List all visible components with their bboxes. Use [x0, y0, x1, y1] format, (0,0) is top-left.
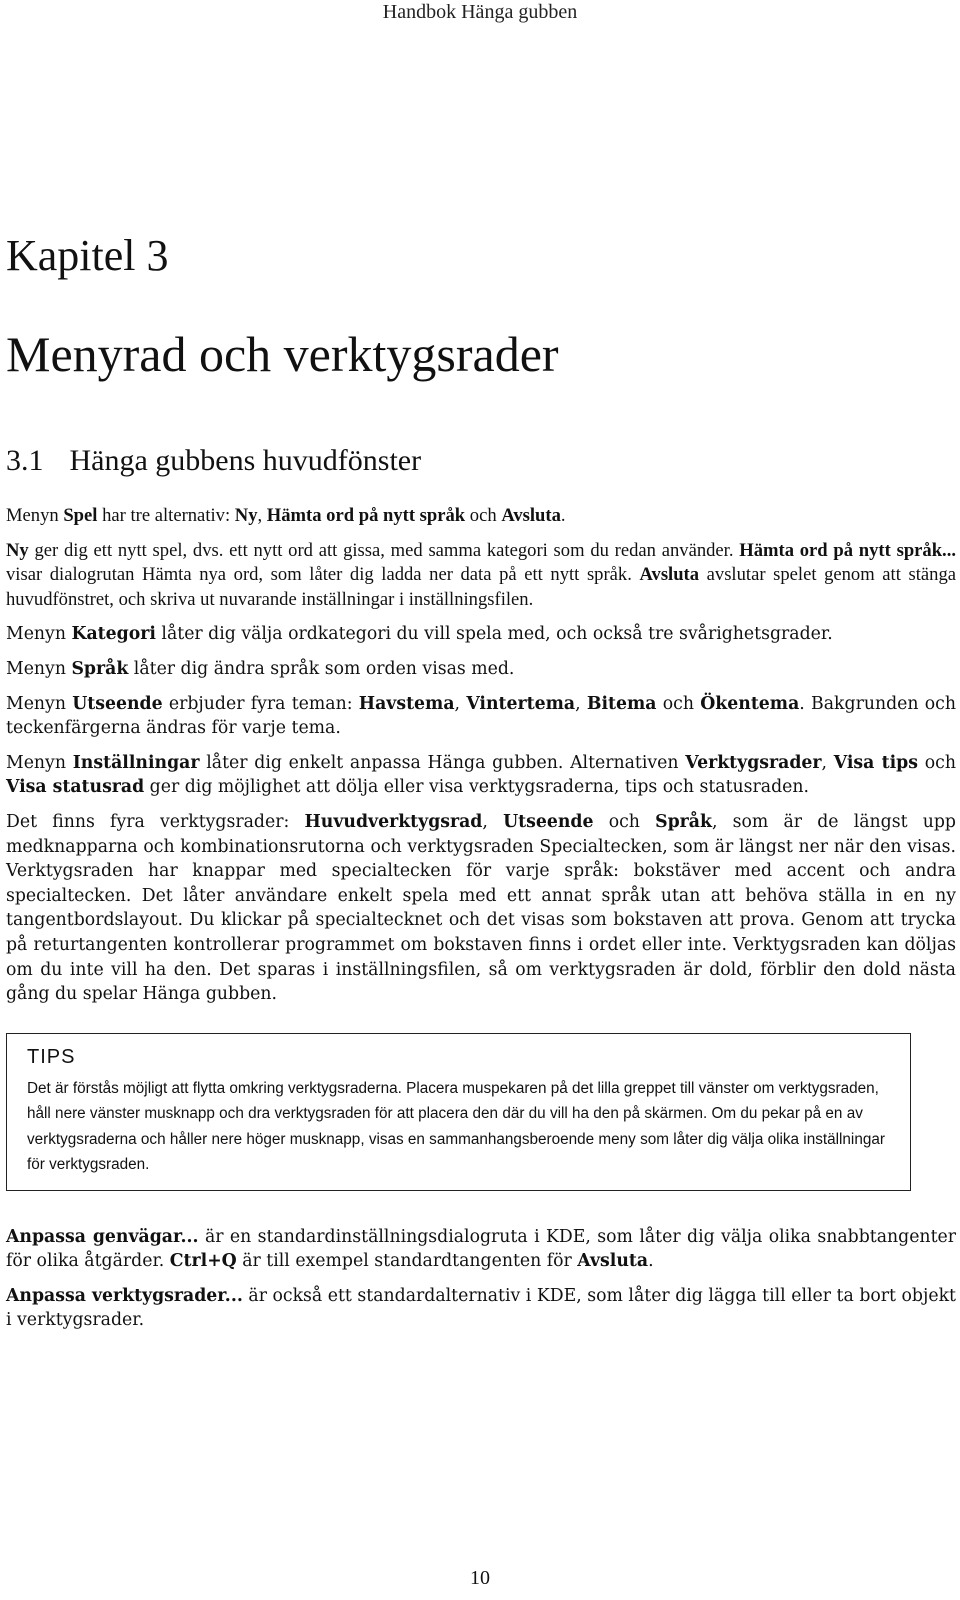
paragraph-verktygsrader: [6, 810, 956, 1007]
menu-term: Avsluta: [577, 1251, 649, 1272]
text-run: ,: [454, 693, 467, 714]
paragraph-installningar-menu: [6, 751, 956, 800]
text-run: Menyn: [6, 505, 64, 526]
page-content: [6, 230, 956, 1343]
text-run: är till exempel standardtangenten för: [236, 1251, 578, 1272]
text-run: ,: [257, 505, 267, 526]
tips-box: [6, 1033, 911, 1191]
text-run: Det finns fyra verktygsrader:: [6, 811, 305, 832]
text-run: Menyn: [6, 658, 72, 679]
text-run: ,: [482, 811, 504, 832]
menu-term: Visa statusrad: [6, 777, 145, 798]
menu-term: Språk: [71, 658, 129, 679]
menu-term: Hämta ord på nytt språk: [266, 505, 466, 526]
text-run: ,: [821, 752, 834, 773]
text-run: låter dig enkelt anpassa Hänga gubben. Alternativen: [199, 752, 686, 773]
menu-term: Spel: [63, 505, 98, 526]
menu-term: Visa tips: [833, 752, 918, 773]
page-number: 10: [470, 1567, 490, 1589]
chapter-label: Kapitel 3: [6, 231, 169, 280]
text-run: ger dig möjlighet att dölja eller visa verktygsraderna, tips och statusraden.: [144, 777, 810, 798]
text-run: och: [917, 752, 956, 773]
text-run: och: [593, 811, 656, 832]
text-run: , som är de längst upp medknapparna och kombinationsrutorna och verktygsraden Specialtecken, som är längst ner när den visas. Verktygsraden har knappar med specialtecken för varje språk: bokstäver med accent och andra specialtecken. Det låter användare enkelt spela med ett annat språk utan att behöva ställa in en ny tangentbordslayout. Du klickar på specialtecknet och det visas som bokstaven att prova. Genom att trycka på returtangenten kontrollerar programmet om bokstaven finns i ordet eller inte. Verktygsraden kan döljas om du inte vill ha den. Det sparas i inställningsfilen, så om verktygsraden är dold, förblir den dold nästa gång du spelar Hänga gubben.: [6, 811, 956, 1005]
menu-term: Utseende: [72, 693, 163, 714]
menu-term: Kategori: [71, 624, 156, 645]
menu-term: Bitema: [586, 693, 657, 714]
text-run: Menyn: [6, 624, 72, 645]
paragraph-utseende-menu: [6, 692, 956, 741]
menu-term: Verktygsrader: [685, 752, 822, 773]
menu-term: Hämta ord på nytt språk...: [739, 539, 956, 561]
menu-term: Anpassa genvägar...: [6, 1226, 199, 1247]
text-run: .: [648, 1251, 654, 1272]
text-run: har tre alternativ:: [97, 505, 235, 526]
running-header: Handbok Hänga gubben: [382, 1, 578, 23]
text-run: och: [465, 505, 502, 526]
text-run: och: [656, 693, 701, 714]
menu-term: Havstema: [358, 693, 455, 714]
text-run: är också ett standardalternativ i KDE, som låter dig lägga till eller ta bort objekt i verktygsrader.: [6, 1285, 956, 1331]
text-run: låter dig ändra språk som orden visas med.: [128, 658, 515, 679]
menu-term: Ökentema: [700, 693, 800, 714]
text-run: erbjuder fyra teman:: [162, 693, 359, 714]
shortcut-term: Ctrl+Q: [169, 1251, 237, 1272]
text-run: är en standardinställningsdialogruta i KDE, som låter dig välja olika snabbtangenter för olika åtgärder.: [6, 1226, 956, 1272]
text-run: låter dig välja ordkategori du vill spela med, och också tre svårighetsgrader.: [155, 624, 833, 645]
paragraph-anpassa-genvagar: [6, 1225, 956, 1274]
paragraph-kategori-menu: [6, 622, 956, 647]
tips-title: TIPS: [27, 1045, 76, 1068]
text-run: . Bakgrunden och teckenfärgerna ändras för varje tema.: [6, 693, 956, 739]
paragraph-sprak-menu: [6, 657, 956, 682]
menu-term: Ny: [6, 539, 29, 561]
menu-term: Ny: [234, 505, 258, 526]
menu-term: Inställningar: [72, 752, 200, 773]
text-run: visar dialogrutan Hämta nya ord, som låter dig ladda ner data på ett nytt språk.: [6, 564, 640, 586]
menu-term: Utseende: [503, 811, 594, 832]
text-run: ,: [575, 693, 587, 714]
text-run: Menyn: [6, 693, 73, 714]
menu-term: Avsluta: [639, 564, 700, 586]
menu-term: Anpassa verktygsrader...: [6, 1285, 243, 1306]
menu-term: Huvudverktygsrad: [304, 811, 483, 832]
paragraph-anpassa-verktygsrader: [6, 1284, 956, 1333]
text-run: .: [560, 505, 566, 526]
text-run: Menyn: [6, 752, 73, 773]
menu-term: Avsluta: [501, 505, 561, 526]
chapter-title: Menyrad och verktygsrader: [6, 326, 559, 382]
tips-body: Det är förstås möjligt att flytta omkring verktygsraderna. Placera muspekaren på det lilla greppet till vänster om verktygsraden, håll nere vänster musknapp och dra verktygsraden för att placera den där du vill ha den på skärmen. Om du pekar på en av verktygsraderna och håller nere höger musknapp, visas en sammanhangsberoende meny som låter dig välja olika inställningar för verktygsraden.: [27, 1079, 885, 1174]
menu-term: Vintertema: [466, 693, 576, 714]
paragraph-spel-options: [6, 539, 956, 613]
section-number: 3.1: [6, 444, 44, 477]
menu-term: Språk: [655, 811, 712, 832]
section-title: Hänga gubbens huvudfönster: [69, 444, 422, 477]
section-heading: [6, 442, 956, 480]
text-run: ger dig ett nytt spel, dvs. ett nytt ord att gissa, med samma kategori som du redan använder.: [28, 539, 740, 561]
paragraph-spel-menu: [6, 504, 956, 529]
text-run: avslutar spelet genom att stänga huvudfönstret, och skriva ut nuvarande inställningar i inställningsfilen.: [6, 564, 956, 610]
